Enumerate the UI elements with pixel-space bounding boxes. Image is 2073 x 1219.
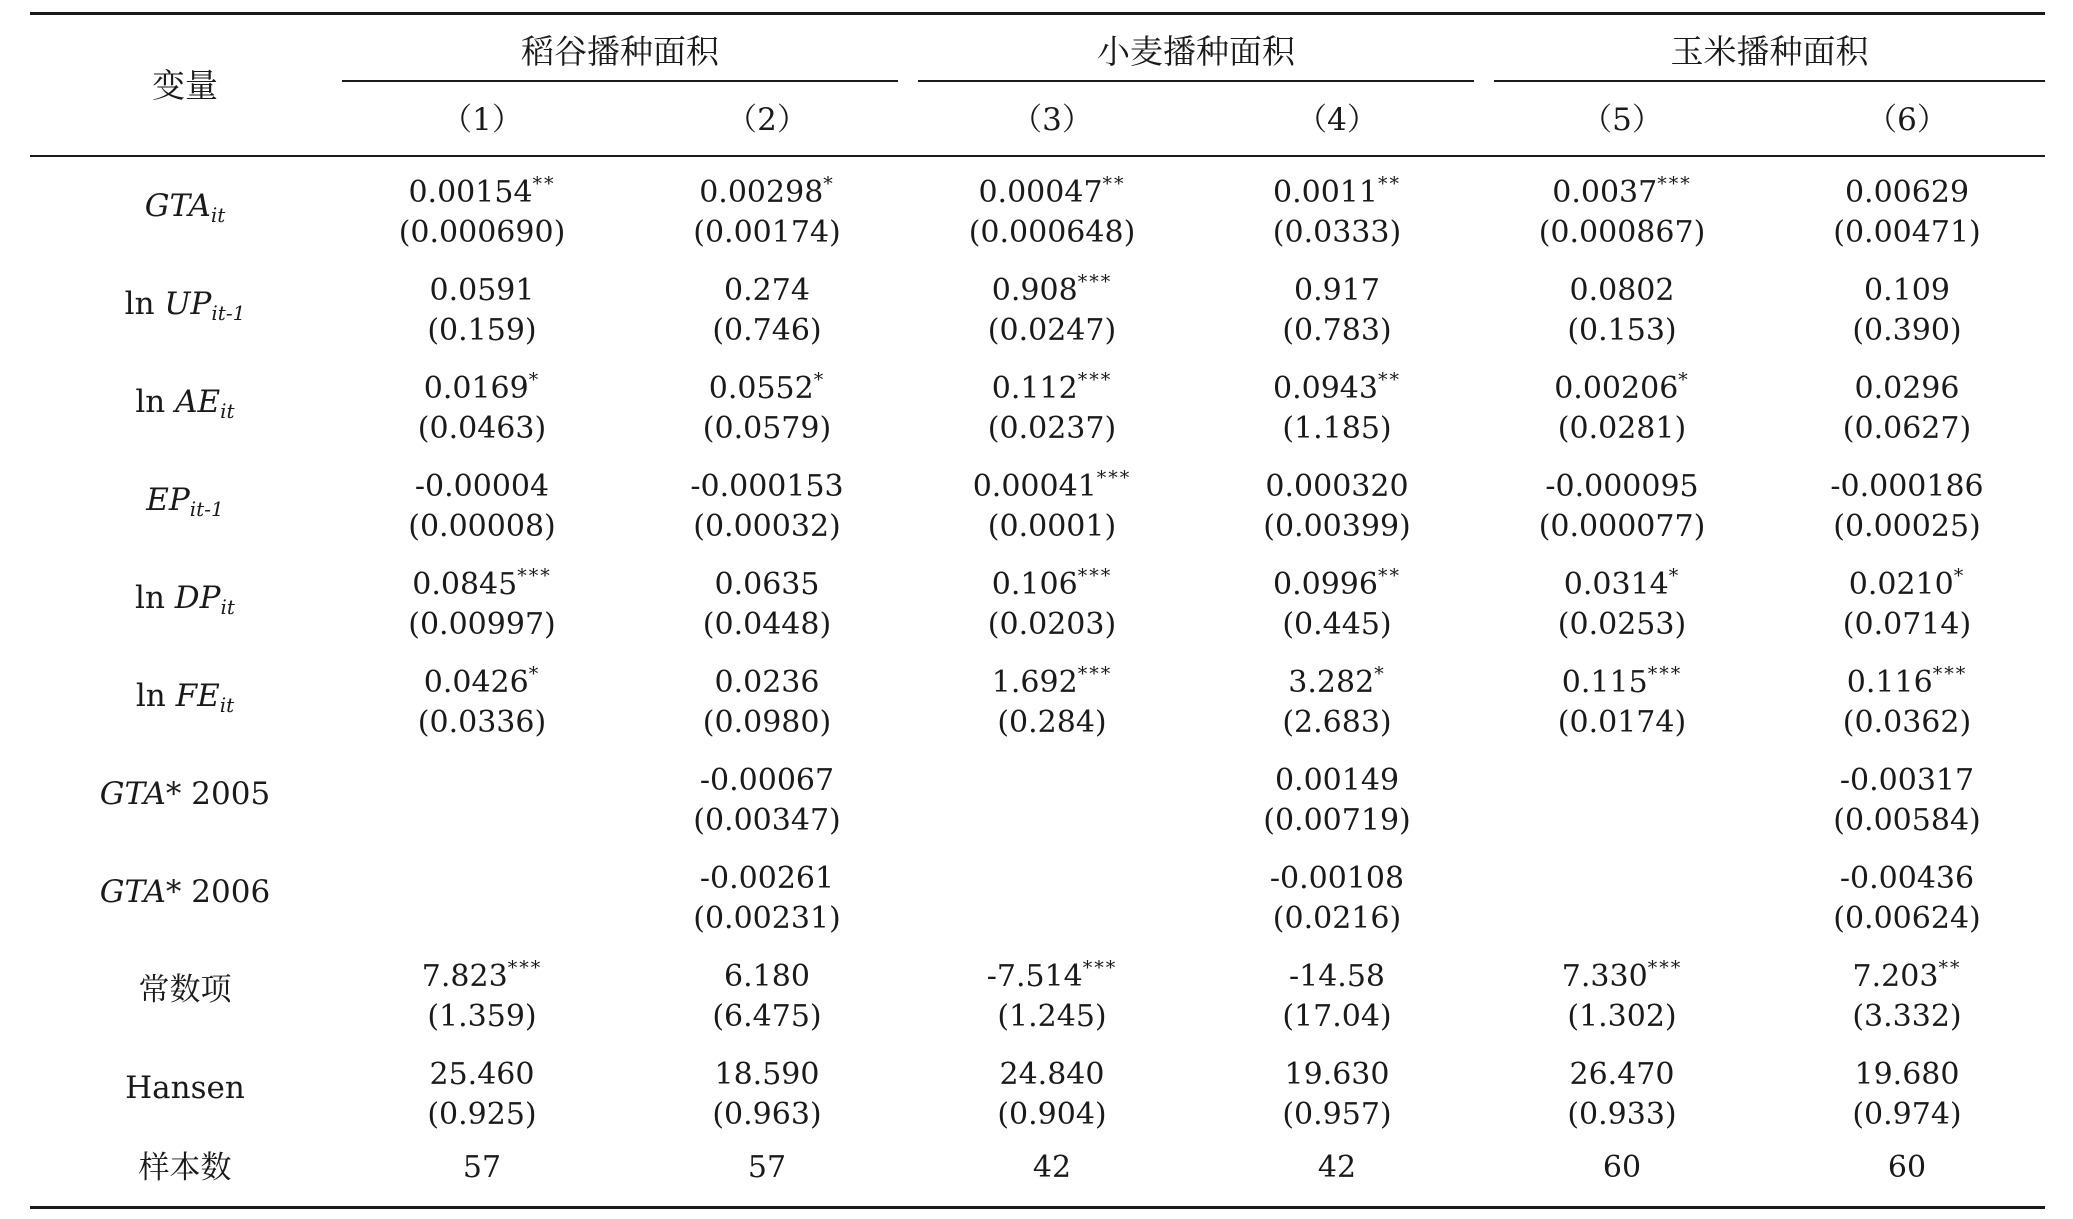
significance-stars: *** [507, 957, 543, 979]
table-cell [382, 458, 582, 547]
standard-error: (0.00347) [693, 803, 841, 838]
coefficient: -0.00436 [1839, 861, 1975, 896]
coefficient-line [1237, 948, 1437, 997]
significance-stars: ** [532, 173, 556, 195]
column-number: （3） [1011, 102, 1093, 138]
coefficient: 0.00047 [978, 175, 1103, 210]
table-cell [382, 948, 582, 1037]
coefficient: 0.0802 [1569, 273, 1675, 308]
table-cell [1237, 1046, 1437, 1135]
coefficient: 0.0314 [1563, 567, 1669, 602]
significance-stars: *** [1657, 173, 1692, 195]
standard-error: (0.0216) [1272, 901, 1402, 936]
standard-error: (0.0448) [702, 607, 832, 642]
coefficient-line [1807, 262, 2007, 311]
coefficient: 0.106 [991, 567, 1078, 602]
standard-error: (3.332) [1852, 999, 1962, 1034]
coefficient-line [382, 262, 582, 311]
coefficient-line [1237, 458, 1437, 507]
standard-error: (0.00025) [1833, 509, 1981, 544]
significance-stars: * [1668, 565, 1681, 587]
coefficient: 0.00041 [972, 469, 1097, 504]
table-cell [952, 360, 1152, 449]
column-number: （4） [1296, 102, 1378, 138]
group-underline-3 [1494, 80, 2045, 82]
significance-stars: *** [1077, 369, 1113, 391]
row-label [30, 186, 340, 235]
coefficient: 19.630 [1284, 1057, 1390, 1092]
coefficient-line [1237, 262, 1437, 311]
standard-error: (0.00399) [1263, 509, 1411, 544]
table-cell [382, 654, 582, 743]
table-cell [382, 164, 582, 253]
table-cell [1807, 850, 2007, 939]
coefficient: 0.917 [1294, 273, 1380, 308]
coefficient-line [1807, 360, 2007, 409]
standard-error: (0.0247) [987, 313, 1117, 348]
label-variable: FE [175, 678, 220, 714]
coefficient-line [1522, 654, 1722, 703]
table-cell [667, 360, 867, 449]
coefficient-line [1807, 752, 2007, 801]
significance-stars: ** [1377, 565, 1401, 587]
table-cell [667, 850, 867, 939]
significance-stars: *** [517, 565, 552, 587]
coefficient: 0.00629 [1844, 175, 1970, 210]
label-variable: DP [174, 580, 221, 616]
standard-error: (17.04) [1282, 999, 1392, 1034]
significance-stars: ** [1102, 173, 1126, 195]
coefficient: 0.112 [991, 371, 1078, 406]
standard-error: (0.0463) [417, 411, 547, 446]
coefficient-line [1237, 850, 1437, 899]
standard-error: (0.390) [1852, 313, 1962, 348]
coefficient: 0.0210 [1848, 567, 1954, 602]
coefficient-line [667, 556, 867, 605]
table-cell [667, 1046, 867, 1135]
standard-error: (0.0333) [1272, 215, 1402, 250]
coefficient-line [1237, 654, 1437, 703]
standard-error: (6.475) [712, 999, 822, 1034]
coefficient: 0.0996 [1273, 567, 1378, 602]
coefficient: 3.282 [1288, 665, 1375, 700]
table-cell [667, 948, 867, 1037]
standard-error: (0.963) [712, 1097, 822, 1132]
coefficient-line [1807, 164, 2007, 213]
coefficient: 26.470 [1569, 1057, 1675, 1092]
label-subscript: it [220, 595, 235, 619]
coefficient-line [952, 458, 1152, 507]
coefficient: 25.460 [429, 1057, 535, 1092]
coefficient: -0.00261 [699, 861, 835, 896]
table-cell [952, 262, 1152, 351]
coefficient-line [1807, 654, 2007, 703]
standard-error: (0.00584) [1833, 803, 1981, 838]
coefficient: 0.274 [724, 273, 810, 308]
label-variable: AE [175, 384, 221, 420]
standard-error: (0.0174) [1557, 705, 1687, 740]
coefficient: 0.0552 [708, 371, 814, 406]
label-suffix: 2005 [181, 776, 271, 812]
header-rule [30, 155, 2045, 157]
significance-stars: * [528, 369, 541, 391]
significance-stars: *** [1096, 467, 1132, 489]
coefficient: 1.692 [991, 665, 1078, 700]
coefficient: 18.590 [714, 1057, 820, 1092]
row-label [30, 578, 340, 627]
label-prefix: ln [135, 384, 176, 420]
standard-error: (0.783) [1282, 313, 1392, 348]
row-label: 常数项 [138, 972, 232, 1008]
table-cell [952, 164, 1152, 253]
table-cell [382, 262, 582, 351]
table-cell [1237, 948, 1437, 1037]
coefficient-line [1522, 360, 1722, 409]
coefficient: 0.116 [1846, 665, 1933, 700]
coefficient-line [952, 164, 1152, 213]
column-number: （2） [726, 102, 808, 138]
coefficient: 0.0426 [423, 665, 529, 700]
coefficient: 0.0236 [714, 665, 820, 700]
group-wheat: 小麦播种面积 [1097, 32, 1295, 71]
table-cell [1522, 654, 1722, 743]
standard-error: (0.159) [427, 313, 537, 348]
standard-error: (0.0627) [1842, 411, 1972, 446]
table-cell [1807, 360, 2007, 449]
coefficient: 0.0011 [1273, 175, 1378, 210]
sample-size-value: 60 [1887, 1150, 1927, 1185]
table-cell [952, 1046, 1152, 1135]
coefficient-line [1522, 556, 1722, 605]
sample-size-value: 57 [747, 1150, 787, 1185]
significance-stars: ** [1377, 173, 1401, 195]
standard-error: (0.933) [1567, 1097, 1677, 1132]
standard-error: (0.000077) [1538, 509, 1706, 544]
coefficient-line [667, 654, 867, 703]
coefficient-line [1237, 752, 1437, 801]
table-cell [1807, 654, 2007, 743]
table-cell [952, 556, 1152, 645]
standard-error: (0.957) [1282, 1097, 1392, 1132]
table-cell [1237, 458, 1437, 547]
top-rule [30, 12, 2045, 15]
significance-stars: * [823, 173, 835, 195]
coefficient: 0.00154 [408, 175, 533, 210]
table-cell [1807, 262, 2007, 351]
significance-stars: *** [1647, 957, 1683, 979]
coefficient: 0.00149 [1274, 763, 1400, 798]
coefficient-line [382, 360, 582, 409]
coefficient: 0.0845 [412, 567, 518, 602]
row-label [30, 676, 340, 725]
table-cell [1237, 556, 1437, 645]
coefficient-line [952, 1046, 1152, 1095]
standard-error: (0.974) [1852, 1097, 1962, 1132]
coefficient: 7.330 [1561, 959, 1648, 994]
label-prefix: ln [124, 286, 165, 322]
standard-error: (0.000648) [968, 215, 1136, 250]
coefficient: 19.680 [1854, 1057, 1960, 1092]
coefficient: 6.180 [724, 959, 810, 994]
standard-error: (0.00997) [408, 607, 556, 642]
coefficient-line [1522, 1046, 1722, 1095]
table-cell [667, 164, 867, 253]
coefficient-line [952, 556, 1152, 605]
label-variable: GTA [144, 188, 211, 224]
coefficient-line [1807, 556, 2007, 605]
coefficient-line [952, 948, 1152, 997]
coefficient-line [667, 164, 867, 213]
table-cell [952, 458, 1152, 547]
group-underline-1 [342, 80, 898, 82]
coefficient: -0.00004 [414, 469, 550, 504]
coefficient: 0.109 [1864, 273, 1950, 308]
coefficient: 24.840 [999, 1057, 1105, 1092]
standard-error: (0.0237) [987, 411, 1117, 446]
label-prefix: ln [135, 678, 176, 714]
label-suffix: 2006 [181, 874, 271, 910]
row-label [30, 382, 340, 431]
coefficient: 0.0591 [429, 273, 535, 308]
standard-error: (0.00032) [693, 509, 841, 544]
sample-size-value: 42 [1032, 1150, 1072, 1185]
label-subscript: it-1 [211, 301, 246, 325]
significance-stars: *** [1077, 663, 1113, 685]
table-cell [1522, 262, 1722, 351]
coefficient-line [667, 360, 867, 409]
coefficient-line [1807, 948, 2007, 997]
sample-size-label: 样本数 [138, 1150, 232, 1186]
sample-size-value: 42 [1317, 1150, 1357, 1185]
coefficient: -0.00067 [699, 763, 835, 798]
table-cell [667, 262, 867, 351]
table-cell [952, 948, 1152, 1037]
standard-error: (0.445) [1282, 607, 1392, 642]
coefficient-line [1237, 164, 1437, 213]
row-label: Hansen [125, 1070, 245, 1106]
bottom-rule [30, 1206, 2045, 1209]
standard-error: (0.00231) [693, 901, 841, 936]
table-cell [1237, 164, 1437, 253]
significance-stars: ** [1938, 957, 1962, 979]
table-cell [1237, 262, 1437, 351]
label-variable: GTA* [99, 776, 182, 812]
coefficient-line [952, 654, 1152, 703]
standard-error: (0.0579) [702, 411, 832, 446]
row-label [30, 774, 340, 814]
coefficient: -0.00317 [1839, 763, 1975, 798]
significance-stars: * [528, 663, 541, 685]
table-cell [1522, 556, 1722, 645]
table-cell [1522, 1046, 1722, 1135]
coefficient: 0.00298 [699, 175, 824, 210]
standard-error: (0.0001) [987, 509, 1117, 544]
coefficient: 0.0296 [1854, 371, 1960, 406]
coefficient-line [1237, 1046, 1437, 1095]
standard-error: (0.00471) [1833, 215, 1981, 250]
coefficient: 0.00206 [1554, 371, 1679, 406]
table-cell [1807, 556, 2007, 645]
coefficient: -7.514 [986, 959, 1083, 994]
table-cell [382, 556, 582, 645]
coefficient: 0.908 [991, 273, 1078, 308]
coefficient-line [382, 948, 582, 997]
table-cell [1522, 948, 1722, 1037]
row-label [30, 284, 340, 333]
column-number: （5） [1581, 102, 1663, 138]
table-cell [1237, 850, 1437, 939]
standard-error: (0.00174) [693, 215, 841, 250]
standard-error: (0.0714) [1842, 607, 1972, 642]
coefficient-line [667, 458, 867, 507]
standard-error: (1.359) [427, 999, 537, 1034]
significance-stars: * [813, 369, 826, 391]
coefficient: 0.0943 [1273, 371, 1378, 406]
table-cell [1522, 458, 1722, 547]
table-cell [667, 556, 867, 645]
coefficient: 7.203 [1852, 959, 1939, 994]
label-variable: EP [146, 482, 190, 518]
standard-error: (0.0980) [702, 705, 832, 740]
coefficient-line [952, 360, 1152, 409]
table-cell [1522, 360, 1722, 449]
variable-header: 变量 [152, 66, 218, 105]
coefficient-line [382, 458, 582, 507]
coefficient: 0.000320 [1265, 469, 1409, 504]
table-cell [382, 1046, 582, 1135]
sample-size-value: 60 [1602, 1150, 1642, 1185]
significance-stars: *** [1077, 565, 1113, 587]
column-number: （6） [1866, 102, 1948, 138]
standard-error: (0.904) [997, 1097, 1107, 1132]
group-rice: 稻谷播种面积 [521, 32, 719, 71]
coefficient-line [382, 654, 582, 703]
table-cell [667, 654, 867, 743]
standard-error: (0.0203) [987, 607, 1117, 642]
label-subscript: it-1 [189, 497, 224, 521]
table-cell [667, 752, 867, 841]
significance-stars: * [1678, 369, 1690, 391]
standard-error: (1.185) [1282, 411, 1392, 446]
coefficient-line [1237, 556, 1437, 605]
coefficient-line [1807, 1046, 2007, 1095]
group-underline-2 [918, 80, 1474, 82]
standard-error: (0.925) [427, 1097, 537, 1132]
standard-error: (1.245) [997, 999, 1107, 1034]
coefficient: -14.58 [1288, 959, 1386, 994]
standard-error: (2.683) [1282, 705, 1392, 740]
coefficient: 0.115 [1561, 665, 1648, 700]
coefficient-line [382, 164, 582, 213]
group-corn: 玉米播种面积 [1670, 32, 1869, 71]
coefficient-line [1237, 360, 1437, 409]
label-variable: GTA* [99, 874, 182, 910]
significance-stars: *** [1077, 271, 1113, 293]
table-cell [1807, 1046, 2007, 1135]
standard-error: (0.0281) [1557, 411, 1687, 446]
standard-error: (0.000690) [398, 215, 566, 250]
coefficient-line [1807, 458, 2007, 507]
table-cell [1807, 752, 2007, 841]
table-cell [1807, 458, 2007, 547]
label-variable: UP [164, 286, 212, 322]
row-label [30, 480, 340, 529]
label-subscript: it [220, 399, 235, 423]
standard-error: (0.0362) [1842, 705, 1972, 740]
standard-error: (0.0253) [1557, 607, 1687, 642]
coefficient: 0.0169 [423, 371, 529, 406]
coefficient-line [382, 556, 582, 605]
label-subscript: it [219, 693, 235, 717]
label-subscript: it [210, 203, 226, 227]
standard-error: (0.000867) [1538, 215, 1706, 250]
coefficient: 7.823 [421, 959, 508, 994]
standard-error: (0.00719) [1263, 803, 1411, 838]
table-cell [1522, 164, 1722, 253]
row-label [30, 872, 340, 912]
standard-error: (0.746) [712, 313, 822, 348]
significance-stars: *** [1082, 957, 1118, 979]
coefficient: -0.000186 [1830, 469, 1984, 504]
significance-stars: ** [1377, 369, 1401, 391]
coefficient-line [1522, 948, 1722, 997]
table-cell [667, 458, 867, 547]
coefficient-line [382, 1046, 582, 1095]
significance-stars: *** [1932, 663, 1968, 685]
coefficient: -0.00108 [1269, 861, 1405, 896]
label-prefix: ln [135, 580, 175, 616]
coefficient-line [1522, 164, 1722, 213]
coefficient: 0.0635 [714, 567, 820, 602]
table-cell [1237, 654, 1437, 743]
standard-error: (0.00008) [408, 509, 556, 544]
coefficient-line [667, 262, 867, 311]
coefficient: 0.0037 [1552, 175, 1658, 210]
table-cell [1237, 360, 1437, 449]
coefficient-line [667, 752, 867, 801]
coefficient: -0.000153 [690, 469, 844, 504]
table-cell [1807, 164, 2007, 253]
standard-error: (0.284) [997, 705, 1107, 740]
significance-stars: * [1374, 663, 1386, 685]
table-cell [1807, 948, 2007, 1037]
significance-stars: * [1953, 565, 1966, 587]
coefficient-line [667, 850, 867, 899]
standard-error: (0.0336) [417, 705, 547, 740]
significance-stars: *** [1647, 663, 1683, 685]
table-cell [1237, 752, 1437, 841]
table-cell [952, 654, 1152, 743]
standard-error: (0.00624) [1833, 901, 1981, 936]
standard-error: (1.302) [1567, 999, 1677, 1034]
table-cell [382, 360, 582, 449]
coefficient-line [1522, 262, 1722, 311]
column-number: （1） [441, 102, 523, 138]
standard-error: (0.153) [1567, 313, 1677, 348]
coefficient-line [667, 948, 867, 997]
sample-size-value: 57 [462, 1150, 502, 1185]
coefficient-line [952, 262, 1152, 311]
coefficient-line [1522, 458, 1722, 507]
coefficient-line [667, 1046, 867, 1095]
coefficient-line [1807, 850, 2007, 899]
coefficient: -0.000095 [1545, 469, 1699, 504]
